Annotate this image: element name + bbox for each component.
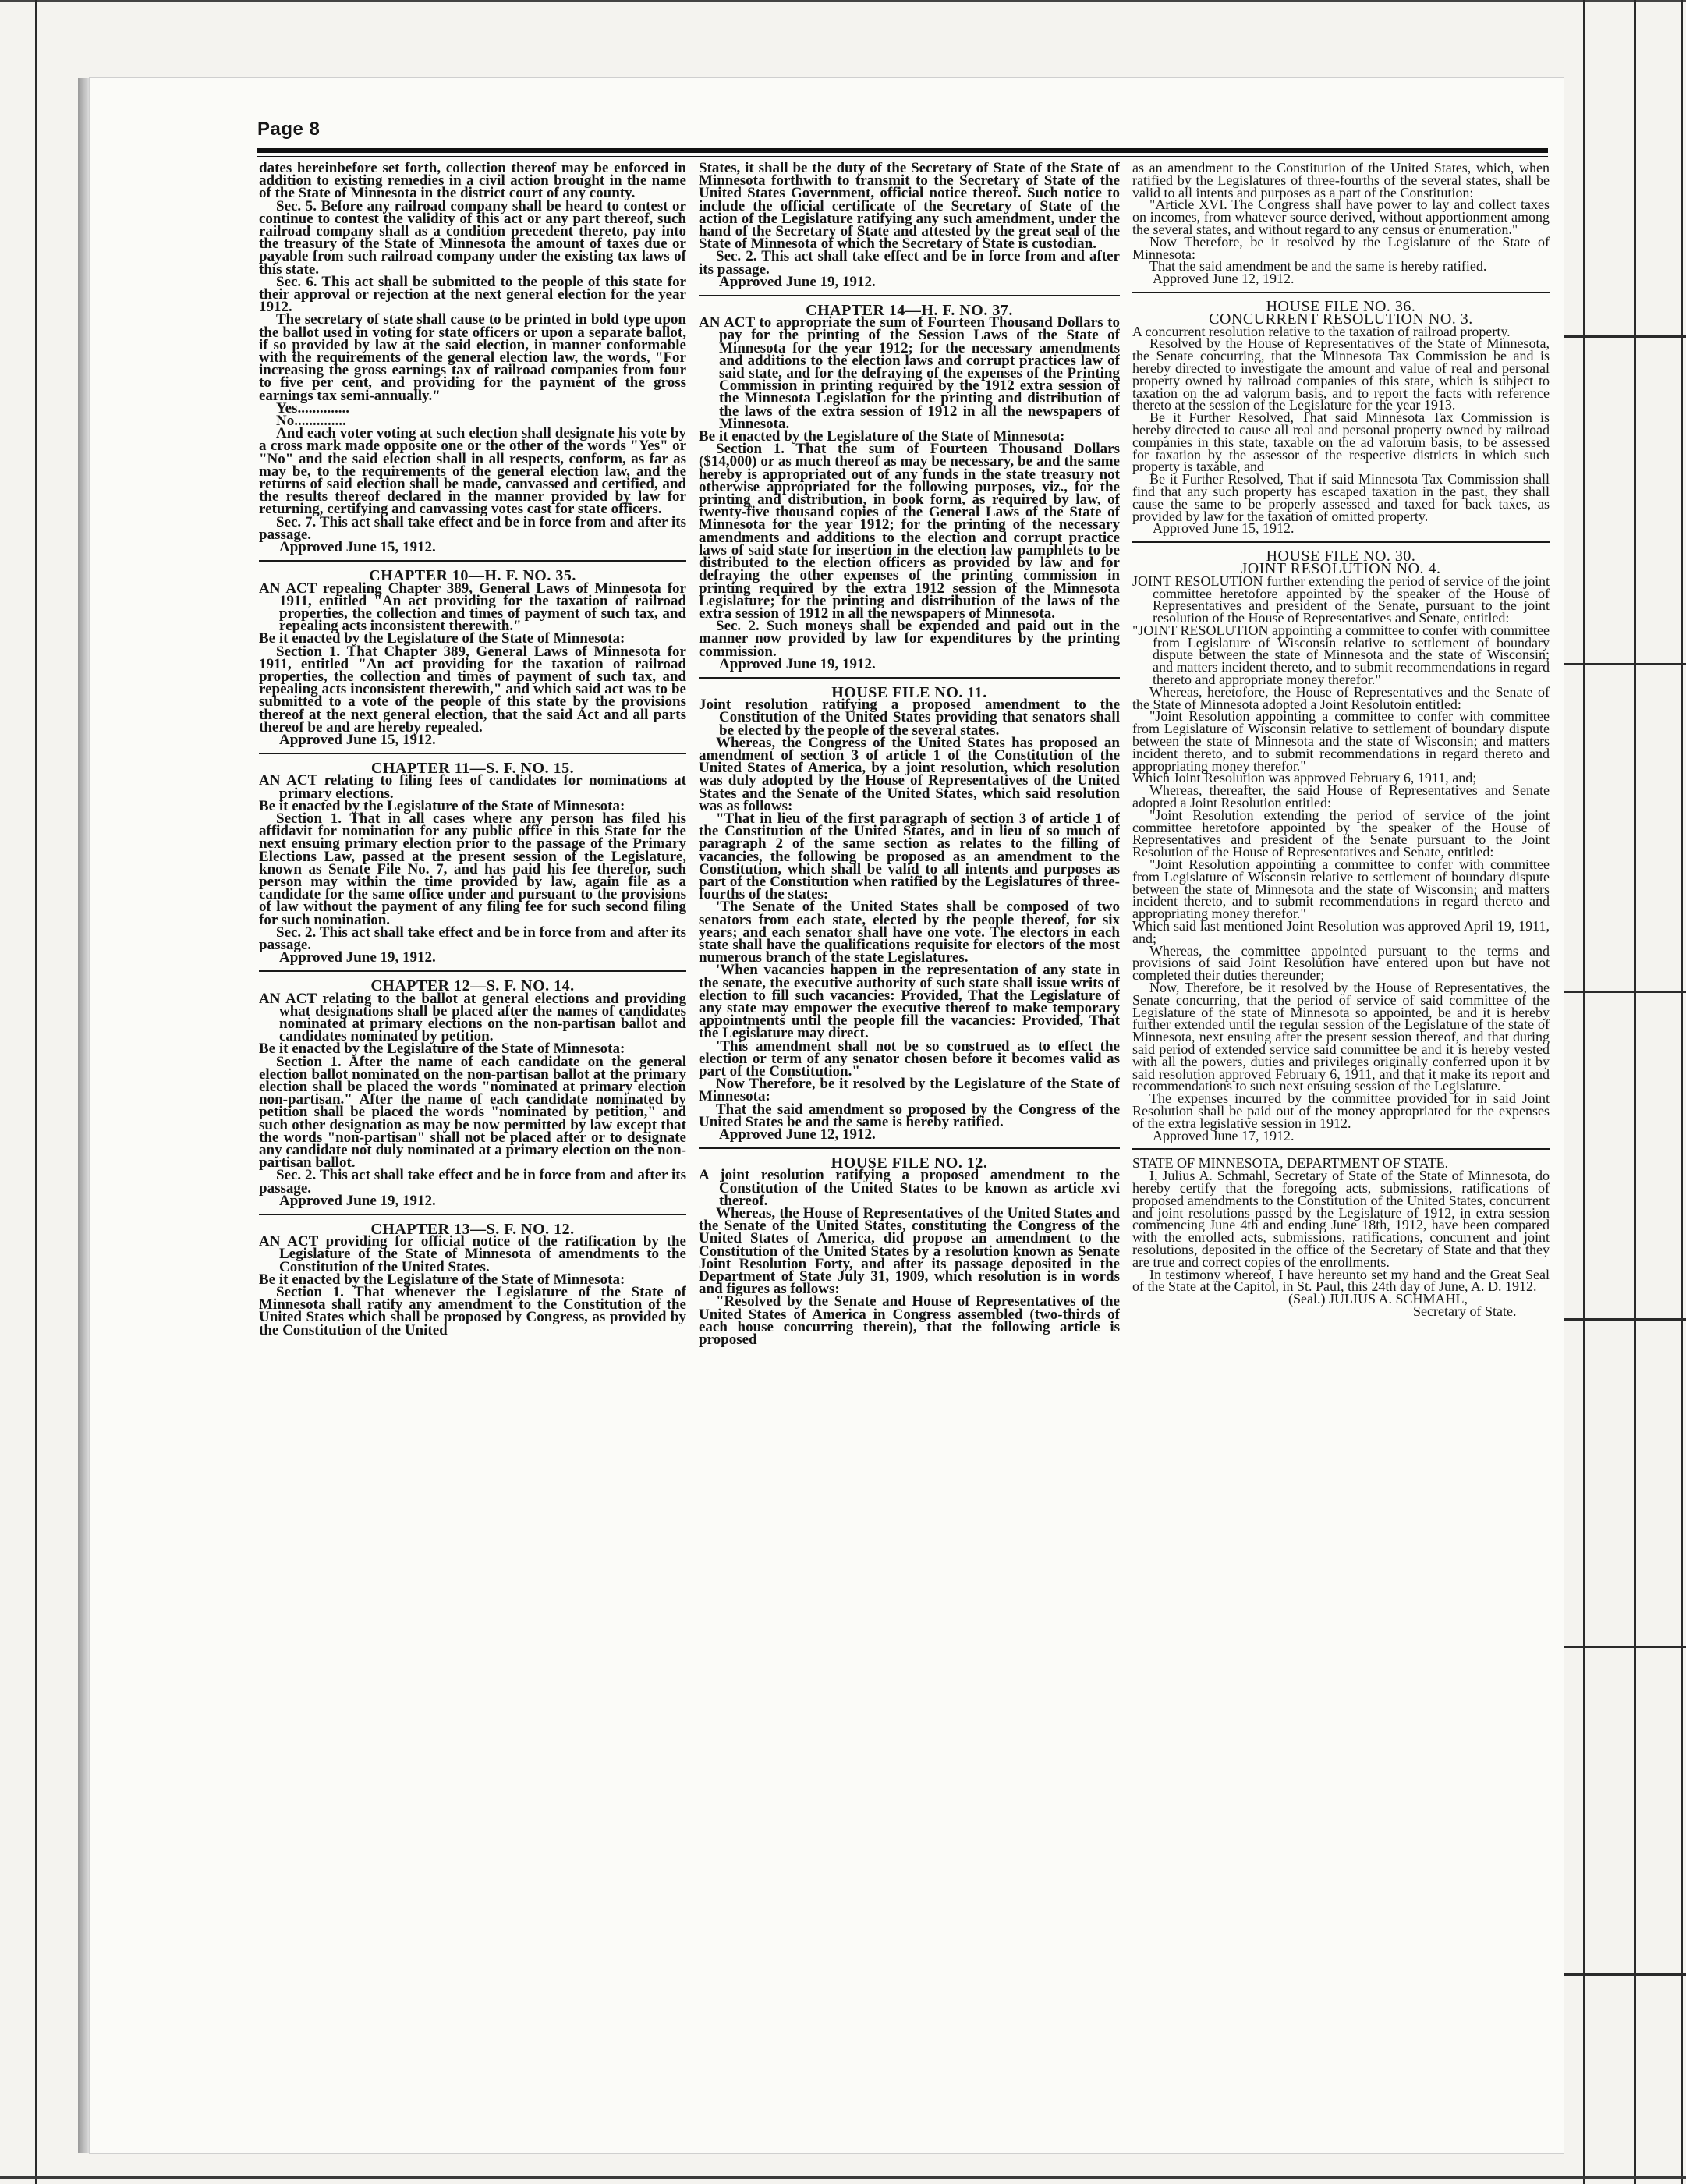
paragraph: And each voter voting at such election shall designate his vote by a cross mark made opposite one or the other of the words "Yes" or "No" and the said election shall in all respects, conform, as far as may be, to the requirements of the general election law, and the returns of said election shall be made, canvassed and certified, and the results thereof declared in the manner provided by law for returning, certifying and canvassing votes cast for state officers. (259, 425, 686, 518)
section-rule (1132, 1148, 1550, 1150)
chapter-heading: JOINT RESOLUTION NO. 4. (1241, 559, 1441, 577)
ballot-option: Yes.............. (276, 399, 349, 417)
paragraph: "Joint Resolution extending the period of service of the joint committee heretofore appointed by the speaker of the House of Representatives and president of the Senate pursuant to the Joint Resolution of the House of Representatives and Senate, entitled: (1132, 807, 1550, 860)
chapter-heading: HOUSE FILE NO. 36. (1266, 297, 1416, 315)
approval-date: Approved June 15, 1912. (279, 731, 436, 748)
paragraph: Sec. 5. Before any railroad company shall be heard to contest or continue to contest the validity of this act or any part thereof, such railroad company shall as a condition precedent thereto, pay into the treasury of the State of Minnesota the amount of taxes due or payable from such railroad company under the existing tax laws of this state. (259, 197, 686, 278)
paragraph: I, Julius A. Schmahl, Secretary of State of the State of Minnesota, do hereby certify that the foregoing acts, submissions, ratifications of proposed amendments to the Constitution of the United States, concurrent and joint resolutions passed by the Legislature of 1912, in extra session commencing June 4th and ending June 18th, 1912, have been compared with the enrolled acts, submissions, ratifications, concurrent and joint resolutions, deposited in the office of the Secretary of State and that they are true and correct copies of the enrollments. (1132, 1168, 1550, 1270)
paragraph: dates hereinbefore set forth, collection thereof may be enforced in addition to existing remedies in a civil action brought in the name of the State of Minnesota in the district court of any county. (259, 162, 686, 202)
signature-title: Secretary of State. (1413, 1303, 1517, 1319)
paragraph: That the said amendment so proposed by the Congress of the United States be and the same is hereby ratified. (699, 1101, 1120, 1130)
chapter-heading: CHAPTER 11—S. F. NO. 15. (370, 760, 575, 778)
paragraph: States, it shall be the duty of the Secretary of State of the State of Minnesota forthwith to transmit to the Secretary of State of the United States Government, official notice thereof. Such notice to include the official certificate of the Secretary of State of the action of the Legislature ratifying any such amendment, under the hand of the Secretary of State and attested by the great seal of the State of Minnesota of which the Secretary of State is custodian. (699, 162, 1120, 253)
act-title: AN ACT relating to filing fees of candidates for nominations at primary elections. (259, 772, 686, 802)
section-rule (699, 677, 1120, 679)
paragraph: "Article XVI. The Congress shall have power to lay and collect taxes on incomes, from whatever source derived, without apportionment among the several states, and without regard to any census or enumeration." (1132, 197, 1550, 237)
paragraph: Be it Further Resolved, That said Minnesota Tax Commission is hereby directed to cause all real and personal property owned by railroad companies in this state, taxable on the ad valorum basis, to be assessed for taxation by the assessor of the respective districts in which such property is taxable, and (1132, 410, 1550, 475)
paragraph: Section 1. That in all cases where any person has filed his affidavit for nomination for any public office in this State for the next ensuing primary election prior to the passage of the Primary Elections Law, passed at the present session of the Legislature, known as Senate File No. 7, and has paid his fee therefor, such person may within the time provided by law, again file as a candidate for the same office under and pursuant to the provisions of law without the payment of any filing fee for such second filing for such nomination. (259, 810, 686, 928)
scan-grid-line (1552, 335, 1686, 338)
approval-date: Approved June 19, 1912. (719, 655, 876, 672)
ballot-option: No.............. (276, 413, 346, 430)
paragraph: Section 1. That the sum of Fourteen Thousand Dollars ($14,000) or as much thereof as may be necessary, be and the same hereby is appropriated out of any funds in the state treasury not otherwise appropriated for the following purposes, viz., for the printing and distribution, in book form, as required by law, of twenty-five thousand copies of the General Laws of the State of Minnesota for the year 1912; for the printing of the necessary amendments and additions to the election and corrupt practice laws of said state for insertion in the election law pamphlets to be distributed to the election officers as provided by law and for defraying the other expenses of the printing commission in printing required by the extra 1912 session of the Minnesota Legislature; for the printing and distribution of the laws of the extra session of 1912 in all the newspapers of Minnesota. (699, 441, 1120, 622)
act-title: AN ACT repealing Chapter 389, General Laws of Minnesota for 1911, entitled "An act providing for the taxation of railroad properties, the collection and times of payment of such tax, and repealing acts inconsistent therewith." (259, 580, 686, 635)
paragraph: Whereas, thereafter, the said House of Representatives and Senate adopted a Joint Resolution entitled: (1132, 782, 1550, 811)
paragraph: Which said last mentioned Joint Resolution was approved April 19, 1911, and; (1132, 918, 1550, 946)
act-title: Joint resolution ratifying a proposed amendment to the Constitution of the United States providing that senators shall be elected by the people of the several states. (699, 697, 1120, 739)
scan-grid-line (1583, 0, 1585, 2184)
scan-grid-line (1552, 663, 1686, 665)
paragraph: Section 1. After the name of each candidate on the general election ballot nominated on the non-partisan ballot at the primary election shall be placed the words "nominated at primary election non-partisan." After the name of each candidate nominated by petition shall be placed the words "nominated by petition," and such other designation as may be now permitted by law except that the words "non-partisan" shall not be placed after or to designate any candidate not duly nominated at a primary election on the non-partisan ballot. (259, 1053, 686, 1172)
section-rule (1132, 541, 1550, 543)
paragraph: Sec. 2. Such moneys shall be expended and paid out in the manner now provided by law for expenditures by the printing commission. (699, 618, 1120, 660)
scan-grid-line (1681, 0, 1683, 2184)
act-title: A joint resolution ratifying a proposed amendment to the Constitution of the United States to be known as article xvi thereof. (699, 1167, 1120, 1209)
paragraph: Which Joint Resolution was approved February 6, 1911, and; (1132, 770, 1477, 786)
approval-date: Approved June 17, 1912. (1153, 1127, 1295, 1143)
chapter-heading: HOUSE FILE NO. 11. (831, 683, 987, 701)
scan-bottom-line (0, 2176, 1686, 2179)
act-title: AN ACT relating to the ballot at general elections and providing what designations shall be placed after the names of candidates nominated at primary elections on the non-partisan ballot and candidates nominated by petition. (259, 990, 686, 1045)
paragraph: Whereas, the committee appointed pursuant to the terms and provisions of said Joint Resolution have entered upon but have not completed their duties thereunder; (1132, 942, 1550, 984)
paragraph: Section 1. That whenever the Legislature of the State of Minnesota shall ratify any amendment to the Constitution of the United States which shall be proposed by Congress, as provided by the Constitution of the United (259, 1284, 686, 1338)
paragraph: Sec. 2. This act shall take effect and be in force from and after its passage. (699, 248, 1120, 278)
paragraph: The expenses incurred by the committee provided for in said Joint Resolution shall be paid out of the money appropriated for the expenses of the extra legislative session in 1912. (1132, 1090, 1550, 1131)
act-title: AN ACT providing for official notice of the ratification by the Legislature of the State of Minnesota of amendments to the Constitution of the United States. (259, 1233, 686, 1275)
scan-grid-line (1552, 1318, 1686, 1321)
column-3 (1132, 162, 1550, 2143)
approval-date: Approved June 15, 1912. (279, 539, 436, 556)
paragraph: "Joint Resolution appointing a committee to confer with committee from Legislature of Wisconsin relative to settlement of boundary dispute between the state of Minnesota and the state of Wisconsin; and matters incident thereto, and to submit recommendations in regard thereto and appropriating money therefor." (1132, 856, 1550, 922)
act-title: "JOINT RESOLUTION appointing a committee to confer with committee from Legislature of Wisconsin relative to settlement of boundary dispute between the state of Minnesota and the state of Wisconsin; and matters incident thereto, and to submit recommendations in regard thereto and appropriate money therefor." (1132, 622, 1550, 688)
act-title: STATE OF MINNESOTA, DEPARTMENT OF STATE. (1132, 1155, 1449, 1172)
act-title: Be it enacted by the Legislature of the State of Minnesota: (699, 428, 1065, 445)
paragraph: Resolved by the House of Representatives of the State of Minnesota, the Senate concurring, that the Minnesota Tax Commission be and is hereby directed to investigate the amount and value of real and personal property owned by railroad companies of this state, which is subject to taxation on the ad valorum basis, and to report the facts with reference thereto at the session of the Legislature for the year 1913. (1132, 335, 1550, 413)
section-rule (259, 1214, 686, 1215)
scan-grid-line (1552, 1973, 1686, 1976)
paragraph: 'This amendment shall not be so construed as to effect the election or term of any senator chosen before it becomes valid as part of the Constitution." (699, 1037, 1120, 1080)
paragraph: Whereas, heretofore, the House of Representatives and the Senate of the State of Minnesota adopted a Joint Resolutoin entitled: (1132, 683, 1550, 712)
paragraph: Be it Further Resolved, That if said Minnesota Tax Commission shall find that any such property has escaped taxation in the past, they shall cause the same to be properly assessed and taxed for back taxes, as provided by law for the taxation of omitted property. (1132, 471, 1550, 524)
paragraph: Sec. 2. This act shall take effect and be in force from and after its passage. (259, 924, 686, 953)
paragraph: "Joint Resolution appointing a committee to confer with committee from Legislature of Wisconsin relative to settlement of boundary dispute between the state of Minnesota and the state of Wisconsin; and matters incident thereto, and to submit recommendations in regard thereto and appropriating money therefor." (1132, 708, 1550, 774)
paragraph: Now, Therefore, be it resolved by the House of Representatives, the Senate concurring, that the period of service of said committee of the Legislature of the state of Minnesota so appointed, be and it is hereby further extended until the regular session of the Legislature of the state of Minnesota, next ensuing after the present session thereof, and that during said period of extended service said committee be and it is hereby vested with all the powers, duties and privileges originally conferred upon it by said resolution approved February 6, 1911, and that it make its report and recommendations to such next ensuing session of the Legislature. (1132, 980, 1550, 1094)
paragraph: Whereas, the House of Representatives of the United States and the Senate of the United States, constituting the Congress of the United States of America, did propose an amendment to the Constitution of the United States by a resolution known as Senate Joint Resolution Forty, and after its passage deposited in the Department of State July 31, 1909, which resolution is in words and figures as follows: (699, 1205, 1120, 1298)
paragraph: as an amendment to the Constitution of the United States, which, when ratified by the Legislatures of three-fourths of the several states, shall be valid to all intents and purposes as a part of the Constitution: (1132, 162, 1550, 200)
page-number: Page 8 (257, 119, 321, 140)
paragraph: Sec. 6. This act shall be submitted to the people of this state for their approval or rejection at the next general election for the year 1912. (259, 273, 686, 316)
scan-grid-line (1552, 1646, 1686, 1648)
section-rule (699, 1147, 1120, 1149)
paragraph: In testimony whereof, I have hereunto set my hand and the Great Seal of the State at the Capitol, in St. Paul, this 24th day of June, A. D. 1912. (1132, 1266, 1550, 1295)
chapter-heading: CHAPTER 13—S. F. NO. 12. (370, 1221, 575, 1239)
scan-grid-line (1552, 991, 1686, 993)
paragraph: Now Therefore, be it resolved by the Legislature of the State of Minnesota: (699, 1076, 1120, 1105)
scan-grid-line (35, 0, 37, 2184)
header-rule-thin (257, 156, 1548, 157)
section-rule (1132, 292, 1550, 293)
paragraph: The secretary of state shall cause to be printed in bold type upon the ballot used in voting for state officers or upon a separate ballot, if so provided by law at the said election, in manner conformable with the requirements of the general election law, the words, "For increasing the gross earnings tax of railroad companies from four to five per cent, and providing for the payment of the gross earnings tax semi-annually." (259, 311, 686, 404)
approval-date: Approved June 12, 1912. (1153, 271, 1295, 287)
paragraph: Sec. 7. This act shall take effect and be in force from and after its passage. (259, 513, 686, 543)
act-title: JOINT RESOLUTION further extending the period of service of the joint committee heretofore appointed by the speaker of the House of Representatives and president of the Senate, pursuant to the joint resolution of the House of Representatives and Senate, entitled: (1132, 573, 1550, 626)
paragraph: "Resolved by the Senate and House of Representatives of the United States of America in Congress assembled (two-thirds of each house concurring therein), that the following article is proposed (699, 1293, 1120, 1349)
act-title: Be it enacted by the Legislature of the State of Minnesota: (259, 797, 625, 814)
section-rule (259, 970, 686, 972)
act-title: Be it enacted by the Legislature of the State of Minnesota: (259, 1271, 625, 1288)
section-rule (259, 753, 686, 754)
approval-date: Approved June 12, 1912. (719, 1126, 876, 1143)
paragraph: "That in lieu of the first paragraph of section 3 of article 1 of the Constitution of the United States, and in lieu of so much of paragraph 2 of the same section as relates to the filling of vacancies, the following be proposed as an amendment to the Constitution, which shall be valid to all intents and purposes as part of the Constitution when ratified by the Legislatures of three-fourths of the states: (699, 810, 1120, 903)
chapter-heading: CHAPTER 12—S. F. NO. 14. (370, 977, 575, 995)
chapter-heading: CHAPTER 14—H. F. NO. 37. (806, 302, 1013, 320)
scan-grid-line (1634, 0, 1636, 2184)
paragraph: That the said amendment be and the same is hereby ratified. (1149, 258, 1487, 275)
paragraph: Section 1. That Chapter 389, General Laws of Minnesota for 1911, entitled "An act providing for the taxation of railroad properties, the collection and times of payment of such tax, and repealing acts inconsistent therewith," and which said act was to be submitted to a vote of the people of this state by the provisions thereof at the next general election, that the said Act and all parts thereof be and are hereby repealed. (259, 643, 686, 736)
chapter-heading: CHAPTER 10—H. F. NO. 35. (369, 567, 576, 585)
approval-date: Approved June 19, 1912. (279, 949, 436, 966)
chapter-heading: CONCURRENT RESOLUTION NO. 3. (1209, 310, 1473, 328)
section-rule (259, 560, 686, 562)
paragraph: Now Therefore, be it resolved by the Legislature of the State of Minnesota: (1132, 233, 1550, 262)
paragraph: 'The Senate of the United States shall be composed of two senators from each state, elected by the people thereof, for six years; and each senator shall have one vote. The electors in each state shall have the qualifications requisite for electors of the most numerous branch of the state Legislatures. (699, 899, 1120, 966)
section-rule (699, 295, 1120, 296)
signature-line: (Seal.) JULIUS A. SCHMAHL, (1288, 1291, 1468, 1307)
column-1 (259, 162, 686, 2143)
chapter-heading: HOUSE FILE NO. 30. (1266, 548, 1416, 566)
scan-top-line (0, 0, 1686, 2)
act-title: A concurrent resolution relative to the taxation of railroad property. (1132, 323, 1511, 339)
paragraph: Sec. 2. This act shall take effect and be in force from and after its passage. (259, 1167, 686, 1197)
column-2 (699, 162, 1120, 2143)
paragraph: Whereas, the Congress of the United States has proposed an amendment of section 3 of article 1 of the Constitution of the United States of America, by a joint resolution, which resolution was duly adopted by the House of Representatives of the United States and the Senate of the United States, which said resolution was as follows: (699, 734, 1120, 814)
approval-date: Approved June 19, 1912. (279, 1192, 436, 1209)
act-title: Be it enacted by the Legislature of the State of Minnesota: (259, 1041, 625, 1058)
paragraph: 'When vacancies happen in the representation of any state in the senate, the executive authority of such state shall issue writs of election to fill such vacancies: Provided, That the Legislature of any state may empower the executive thereof to make temporary appointments until the people fill the vacancies: Provided, That the Legislature may direct. (699, 962, 1120, 1042)
act-title: AN ACT to appropriate the sum of Fourteen Thousand Dollars to pay for the printing of the Session Laws of the State of Minnesota for the year 1912; for the necessary amendments and additions to the election laws and corrupt practices law of said state, and for the defraying of the expenses of the Printing Commission in printing required by the 1912 extra session of the Minnesota Legislation for the printing and distribution of the laws of the extra session of 1912 in all the newspapers of Minnesota. (699, 314, 1120, 432)
approval-date: Approved June 19, 1912. (719, 273, 876, 290)
chapter-heading: HOUSE FILE NO. 12. (831, 1154, 988, 1172)
act-title: Be it enacted by the Legislature of the State of Minnesota: (259, 630, 625, 647)
approval-date: Approved June 15, 1912. (1153, 520, 1295, 537)
header-rule (257, 148, 1548, 153)
